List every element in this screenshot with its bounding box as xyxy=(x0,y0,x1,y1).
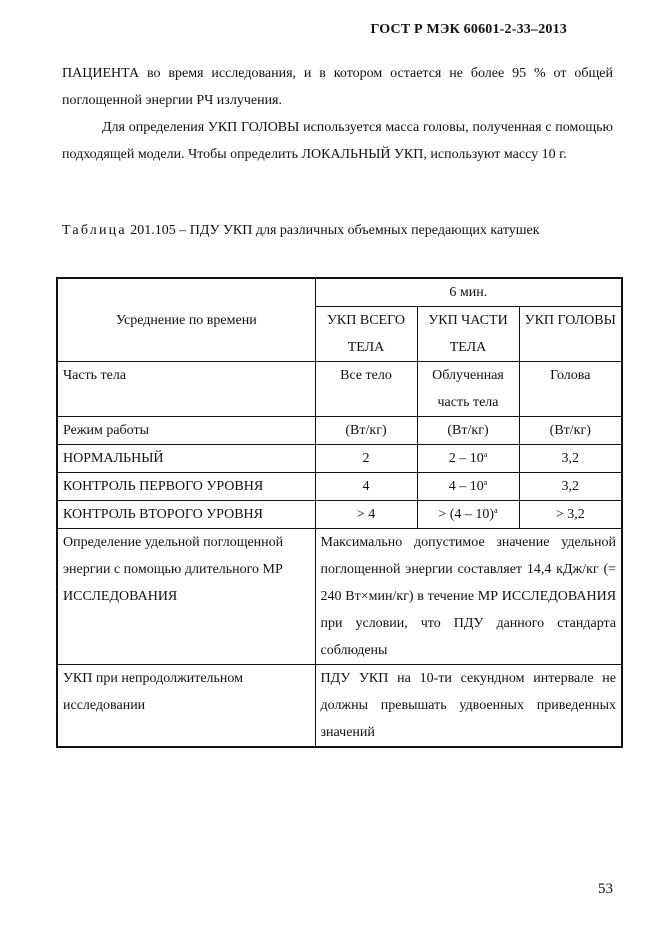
body-part-partial: Облученная часть тела xyxy=(417,362,519,417)
table-row xyxy=(57,473,622,501)
first-level-partial-value: 4 – 10 xyxy=(448,479,484,494)
mode-first-level-label: КОНТРОЛЬ ПЕРВОГО УРОВНЯ xyxy=(57,473,315,501)
unit-head: (Вт/кг) xyxy=(519,417,622,445)
table-caption-label: Таблица xyxy=(62,223,127,238)
normal-whole: 2 xyxy=(315,445,417,473)
energy-row-label: Определение удельной поглощенной энергии с помощью длительного МР ИССЛЕДОВАНИЯ xyxy=(57,529,315,665)
second-level-whole: > 4 xyxy=(315,501,417,529)
short-row-label: УКП при непродолжительном исследовании xyxy=(57,665,315,748)
energy-row-text: Максимально допустимое значение удельной поглощенной энергии составляет 14,4 кДж/кг (= 240 Вт×мин/кг) в течение МР ИССЛЕДОВАНИЯ при условии, что ПДУ данного стандарта соблюдены xyxy=(315,529,622,665)
body-part-label: Часть тела xyxy=(57,362,315,417)
time-value: 6 мин. xyxy=(315,278,622,307)
paragraph-continuation: ПАЦИЕНТА во время исследования, и в котором остается не более 95 % от общей поглощенной энергии РЧ излучения. xyxy=(62,66,613,108)
normal-partial xyxy=(417,445,519,473)
mode-normal-label: НОРМАЛЬНЫЙ xyxy=(57,445,315,473)
short-row-text: ПДУ УКП на 10-ти секундном интервале не должны превышать удвоенных приведенных значений xyxy=(315,665,622,748)
table-caption-text: 201.105 – ПДУ УКП для различных объемных передающих катушек xyxy=(126,223,540,238)
table-caption xyxy=(62,223,540,239)
footnote-mark: a xyxy=(494,506,498,515)
col-header-head: УКП ГОЛОВЫ xyxy=(519,307,622,362)
body-part-head: Голова xyxy=(519,362,622,417)
paragraph-head-sar: Для определения УКП ГОЛОВЫ используется масса головы, полученная с помощью подходящей модели. Чтобы определить ЛОКАЛЬНЫЙ УКП, используют массу 10 г. xyxy=(62,120,613,162)
second-level-head: > 3,2 xyxy=(519,501,622,529)
table-row xyxy=(57,362,622,417)
footnote-mark: a xyxy=(483,478,488,487)
table-row xyxy=(57,278,622,307)
first-level-whole: 4 xyxy=(315,473,417,501)
second-level-partial xyxy=(417,501,519,529)
first-level-partial xyxy=(417,473,519,501)
table-row xyxy=(57,665,622,748)
table-row xyxy=(57,445,622,473)
col-header-partial-body: УКП ЧАСТИ ТЕЛА xyxy=(417,307,519,362)
first-level-head: 3,2 xyxy=(519,473,622,501)
unit-whole: (Вт/кг) xyxy=(315,417,417,445)
body-part-whole: Все тело xyxy=(315,362,417,417)
page-number: 53 xyxy=(598,881,613,897)
mode-second-level-label: КОНТРОЛЬ ВТОРОГО УРОВНЯ xyxy=(57,501,315,529)
time-avg-label: Усреднение по времени xyxy=(57,278,315,362)
footnote-mark: a xyxy=(483,450,488,459)
table-row xyxy=(57,417,622,445)
document-header: ГОСТ Р МЭК 60601-2-33–2013 xyxy=(370,22,567,37)
normal-partial-value: 2 – 10 xyxy=(448,451,484,466)
normal-head: 3,2 xyxy=(519,445,622,473)
unit-partial: (Вт/кг) xyxy=(417,417,519,445)
table-row xyxy=(57,501,622,529)
table-row xyxy=(57,529,622,665)
col-header-whole-body: УКП ВСЕГО ТЕЛА xyxy=(315,307,417,362)
mode-label: Режим работы xyxy=(57,417,315,445)
second-level-partial-value: > (4 – 10) xyxy=(438,507,495,522)
sar-limits-table xyxy=(56,277,623,748)
